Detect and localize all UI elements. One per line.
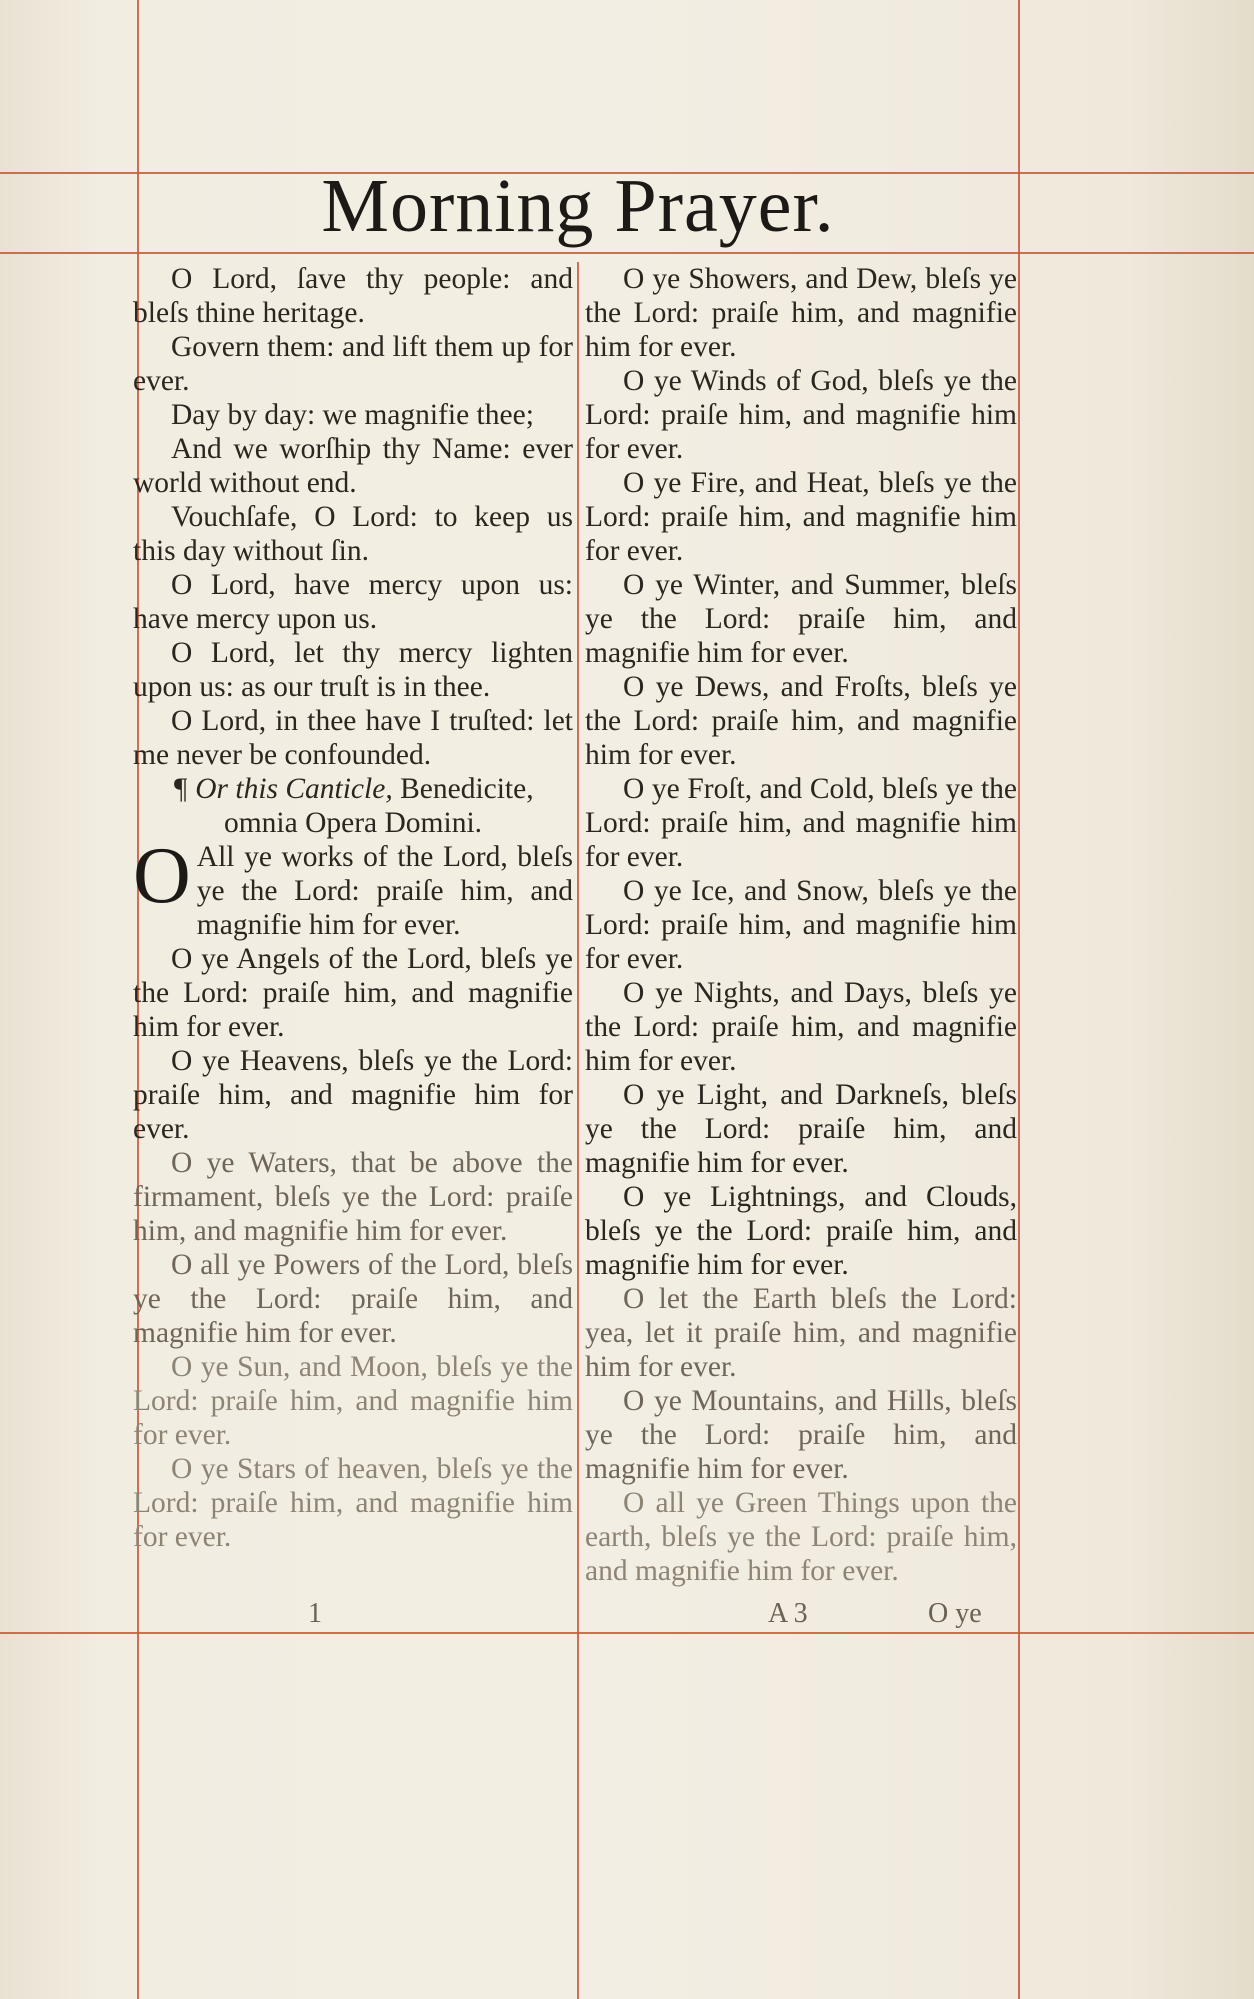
verse: O ye Ice, and Snow, bleſs ye the Lord: praiſe him, and magnifie him for ever.	[585, 875, 1017, 975]
verse: O let the Earth bleſs the Lord: yea, let it praiſe him, and magnifie him for ever.	[585, 1283, 1017, 1383]
verse: And we worſhip thy Name: ever world without end.	[133, 433, 573, 499]
verse: O ye Light, and Darkneſs, bleſs ye the Lord: praiſe him, and magnifie him for ever.	[585, 1079, 1017, 1179]
signature-mark: A 3	[768, 1598, 808, 1629]
verse: O ye Dews, and Froſts, bleſs ye the Lord: praiſe him, and magnifie him for ever.	[585, 671, 1017, 771]
rule-text-bottom	[0, 1632, 1254, 1634]
catchword: O ye	[928, 1598, 982, 1629]
rule-center	[577, 262, 579, 1999]
verse: O ye Winter, and Summer, bleſs ye the Lord: praiſe him, and magnifie him for ever.	[585, 569, 1017, 669]
verse: All ye works of the Lord, bleſs ye the Lord: praiſe him, and magnifie him for ever.	[196, 841, 573, 941]
verse: O all ye Green Things upon the earth, bleſs ye the Lord: praiſe him, and magnifie him for ever.	[585, 1487, 1017, 1587]
verse: O ye Lightnings, and Clouds, bleſs ye the Lord: praiſe him, and magnifie him for ever.	[585, 1181, 1017, 1281]
page-title: Morning Prayer.	[321, 164, 835, 248]
verse: O ye Stars of heaven, bleſs ye the Lord: praiſe him, and magnifie him for ever.	[133, 1453, 573, 1553]
verse: O all ye Powers of the Lord, bleſs ye the Lord: praiſe him, and magnifie him for ever.	[133, 1249, 573, 1349]
verse: O ye Showers, and Dew, bleſs ye the Lord: praiſe him, and magnifie him for ever.	[585, 263, 1017, 363]
rule-under-title	[0, 252, 1254, 254]
drop-cap-verse	[133, 832, 573, 942]
verse: Vouchſafe, O Lord: to keep us this day without ſin.	[133, 501, 573, 567]
verse: O ye Sun, and Moon, bleſs ye the Lord: praiſe him, and magnifie him for ever.	[133, 1351, 573, 1451]
left-column	[133, 262, 573, 1554]
verse: O ye Winds of God, bleſs ye the Lord: praiſe him, and magnifie him for ever.	[585, 365, 1017, 465]
verse: O ye Fire, and Heat, bleſs ye the Lord: praiſe him, and magnifie him for ever.	[585, 467, 1017, 567]
verse: O ye Heavens, bleſs ye the Lord: praiſe him, and magnifie him for ever.	[133, 1045, 573, 1145]
rule-right-outer	[1018, 0, 1020, 1999]
rubric	[133, 772, 573, 806]
verse: O Lord, have mercy upon us: have mercy upon us.	[133, 569, 573, 635]
verse: Day by day: we magnifie thee;	[171, 399, 534, 431]
verse: O ye Waters, that be above the firmament, bleſs ye the Lord: praiſe him, and magnifie him for ever.	[133, 1147, 573, 1247]
drop-cap: O	[133, 832, 191, 920]
verse: O Lord, in thee have I truſted: let me never be confounded.	[133, 705, 573, 771]
verse: O ye Mountains, and Hills, bleſs ye the Lord: praiſe him, and magnifie him for ever.	[585, 1385, 1017, 1485]
folio-number: 1	[308, 1598, 322, 1629]
verse: O ye Froſt, and Cold, bleſs ye the Lord: praiſe him, and magnifie him for ever.	[585, 773, 1017, 873]
verse: Govern them: and lift them up for ever.	[133, 331, 573, 397]
verse: O Lord, ſave thy people: and bleſs thine heritage.	[133, 263, 573, 329]
rubric-italic: ¶ Or this Canticle,	[172, 773, 393, 805]
verse: O ye Angels of the Lord, bleſs ye the Lord: praiſe him, and magnifie him for ever.	[133, 943, 573, 1043]
verse: O Lord, let thy mercy lighten upon us: as our truſt is in thee.	[133, 637, 573, 703]
right-column	[585, 262, 1017, 1588]
verse: O ye Nights, and Days, bleſs ye the Lord: praiſe him, and magnifie him for ever.	[585, 977, 1017, 1077]
rubric-line2: omnia Opera Domini.	[223, 807, 483, 839]
rubric-text: Benedicite,	[400, 773, 534, 805]
